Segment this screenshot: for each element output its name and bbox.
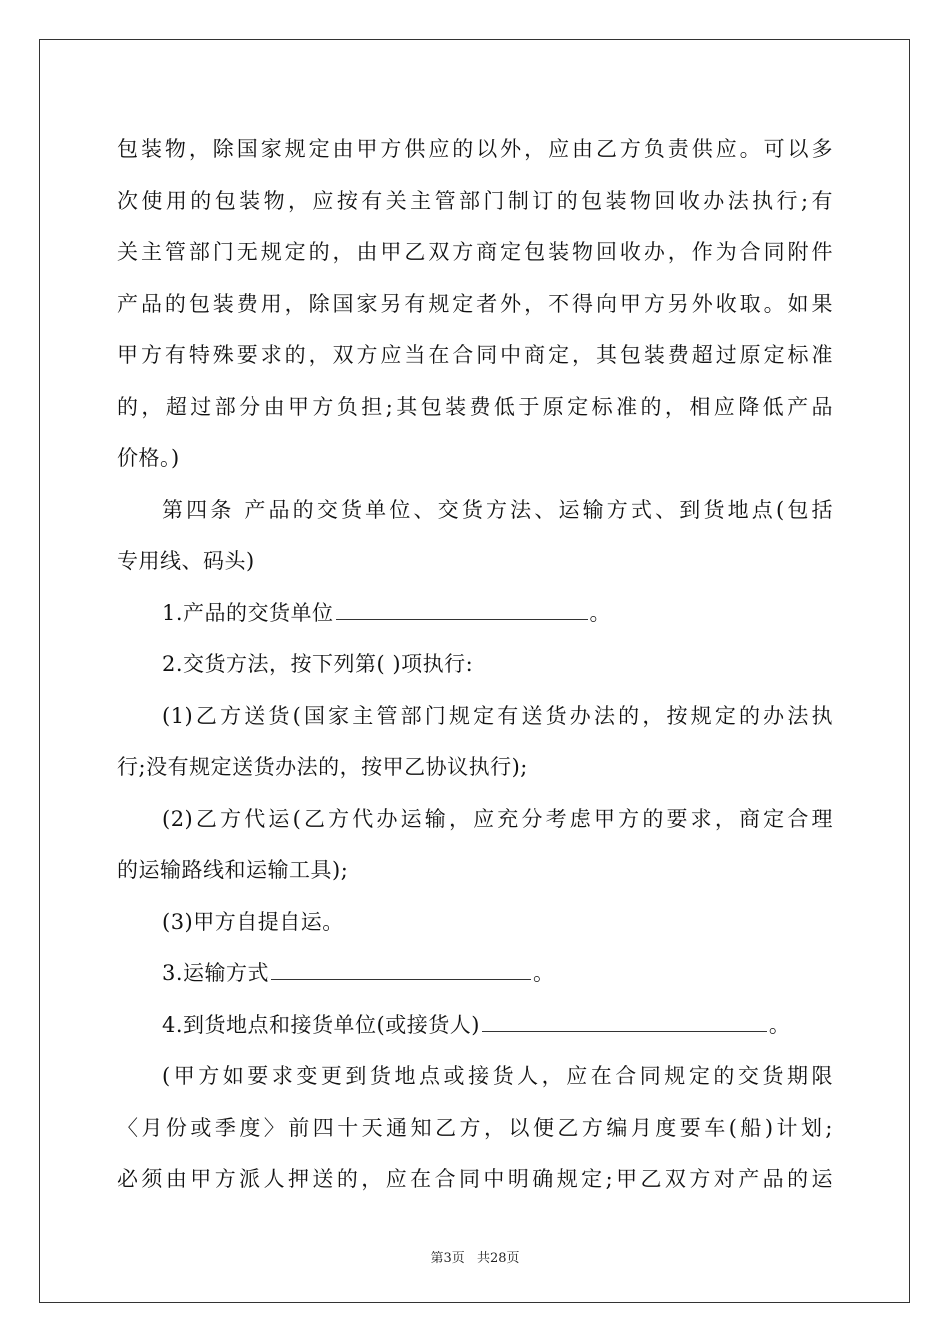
destination-line	[117, 1000, 833, 1052]
text-line: 必须由甲方派人押送的，应在合同中明确规定;甲乙双方对产品的运	[117, 1167, 833, 1191]
page-number: 第3页	[430, 1251, 465, 1266]
page-footer	[0, 1247, 950, 1266]
transport-method-blank	[271, 959, 531, 980]
text-line: 2.交货方法，按下列第( )项执行:	[162, 652, 474, 676]
transport-method-line	[117, 948, 833, 1000]
punctuation: 。	[533, 961, 555, 985]
text-line: 次使用的包装物，应按有关主管部门制订的包装物回收办法执行;有	[117, 188, 833, 213]
text-line: 行;没有规定送货办法的，按甲乙协议执行);	[117, 755, 528, 779]
text-line: 包装物，除国家规定由甲方供应的以外，应由乙方负责供应。可以多	[117, 137, 833, 161]
punctuation: 。	[589, 600, 612, 625]
article-heading: 第四条 产品的交货单位、交货方法、运输方式、到货地点(包括	[162, 497, 833, 522]
text-line: 关主管部门无规定的，由甲乙双方商定包装物回收办，作为合同附件	[117, 240, 833, 264]
destination-label: 4.到货地点和接货单位(或接货人)	[162, 1012, 480, 1037]
total-pages: 共28页	[476, 1251, 520, 1266]
text-line: 专用线、码头)	[117, 549, 255, 573]
document-body	[117, 124, 833, 1206]
delivery-unit-label: 1.产品的交货单位	[162, 600, 334, 625]
delivery-unit-line	[117, 588, 833, 640]
text-line: (1)乙方送货(国家主管部门规定有送货办法的，按规定的办法执	[162, 703, 833, 728]
text-line: 甲方有特殊要求的，双方应当在合同中商定，其包装费超过原定标准	[117, 343, 833, 367]
punctuation: 。	[768, 1012, 791, 1037]
transport-method-label: 3.运输方式	[162, 961, 270, 985]
destination-blank	[482, 1011, 767, 1032]
text-line: 的运输路线和运输工具);	[117, 858, 349, 882]
text-line: (甲方如要求变更到货地点或接货人，应在合同规定的交货期限	[162, 1064, 833, 1088]
text-line: 的，超过部分由甲方负担;其包装费低于原定标准的，相应降低产品	[117, 394, 833, 419]
text-line: (2)乙方代运(乙方代办运输，应充分考虑甲方的要求，商定合理	[162, 806, 833, 831]
text-line: 产品的包装费用，除国家另有规定者外，不得向甲方另外收取。如果	[117, 291, 833, 316]
text-line: (3)甲方自提自运。	[162, 909, 344, 934]
text-line: 〈月份或季度〉前四十天通知乙方，以便乙方编月度要车(船)计划;	[117, 1115, 833, 1140]
delivery-unit-blank	[336, 599, 588, 620]
text-line: 价格。)	[117, 446, 180, 470]
